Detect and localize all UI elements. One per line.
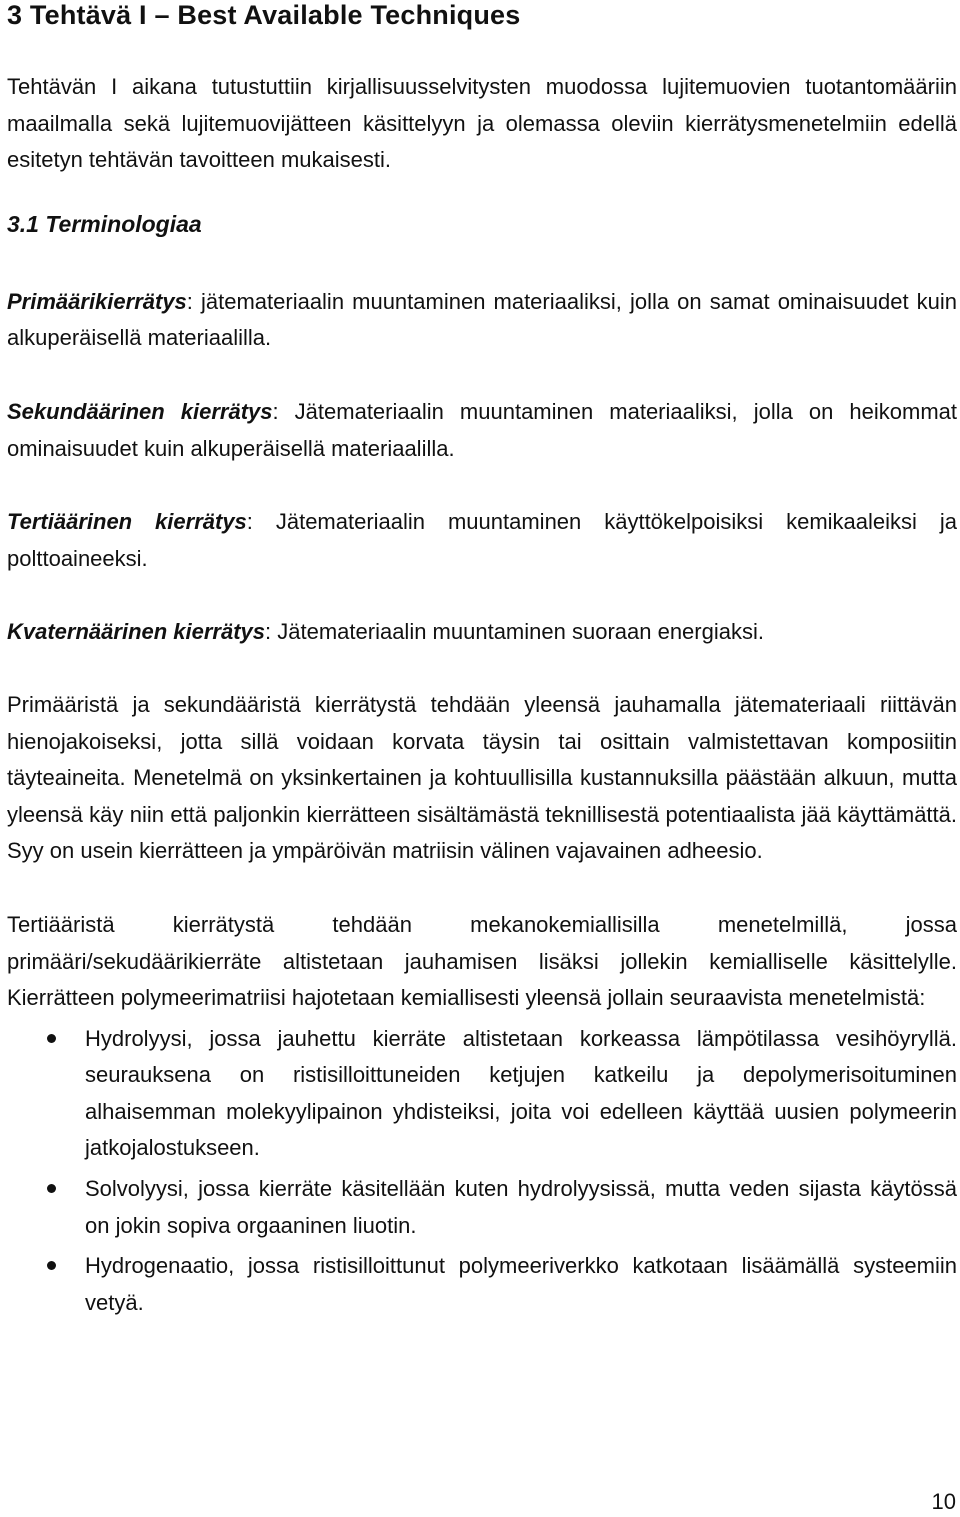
list-item-text: Hydrolyysi, jossa jauhettu kierräte altistetaan korkeassa lämpötilassa vesihöyryllä. seurauksena on ristisilloittuneiden ketjujen katkeilu ja depolymerisoituminen alhaisemman molekyylipainon yhdisteiksi, joita voi edelleen käyttää uusien polymeerin jatkojalostukseen. xyxy=(85,1025,957,1161)
subsection-heading: 3.1 Terminologiaa xyxy=(7,210,202,237)
body-paragraph-1: Primääristä ja sekundääristä kierrätystä tehdään yleensä jauhamalla jätemateriaali riittävän hienojakoiseksi, jotta sillä voidaan korvata täysin tai osittain valmistettavan komposiitin täyteaineita. Menetelmä on yksinkertainen ja kohtuullisilla kustannuksilla päästään alkuun, mutta yleensä käy niin että paljonkin kierrätteen sisältämästä teknillisestä potentiaalista jää käyttämättä. Syy on usein kierrätteen ja ympäröivän matriisin välinen vajavainen adheesio. xyxy=(7,691,957,864)
bullet-icon xyxy=(47,1034,56,1043)
document-page xyxy=(7,0,957,1321)
list-item xyxy=(7,1021,957,1167)
bullet-icon xyxy=(47,1184,56,1193)
definition-secondary xyxy=(7,394,957,467)
list-item-text: Hydrogenaatio, jossa ristisilloittunut polymeeriverkko katkotaan lisäämällä systeemiin vetyä. xyxy=(85,1253,957,1315)
bullet-icon xyxy=(47,1261,56,1270)
intro-paragraph: Tehtävän I aikana tutustuttiin kirjallisuusselvitysten muodossa lujitemuovien tuotantomääriin maailmalla sekä lujitemuovijätteen käsittelyyn ja olemassa oleviin kierrätysmenetelmiin edellä esitetyn tehtävän tavoitteen mukaisesti. xyxy=(7,74,957,173)
definition-text: : Jätemateriaalin muuntaminen käyttökelpoisiksi kemikaaleiksi ja polttoaineeksi. xyxy=(7,509,957,571)
page-number: 10 xyxy=(931,1489,956,1514)
definition-text: : Jätemateriaalin muuntaminen materiaaliksi, jolla on heikommat ominaisuudet kuin alkuperäisellä materiaalilla. xyxy=(7,398,957,461)
definition-text: : Jätemateriaalin muuntaminen suoraan energiaksi. xyxy=(265,619,764,645)
list-item xyxy=(7,1171,957,1244)
list-item xyxy=(7,1248,957,1321)
definition-term: Primäärikierrätys xyxy=(7,288,187,314)
list-item-text: Solvolyysi, jossa kierräte käsitellään kuten hydrolyysissä, mutta veden sijasta käytössä on jokin sopiva orgaaninen liuotin. xyxy=(85,1176,957,1238)
definition-tertiary xyxy=(7,504,957,577)
definition-text: : jätemateriaalin muuntaminen materiaaliksi, jolla on samat ominaisuudet kuin alkuperäisellä materiaalilla. xyxy=(7,288,957,351)
definition-term: Sekundäärinen kierrätys xyxy=(7,398,273,424)
section-heading: 3 Tehtävä I – Best Available Techniques xyxy=(7,0,521,30)
definition-term: Tertiäärinen kierrätys xyxy=(7,509,247,535)
definition-primary xyxy=(7,284,957,357)
definition-quaternary xyxy=(7,614,957,651)
definition-term: Kvaternäärinen kierrätys xyxy=(7,619,266,645)
method-list xyxy=(7,1021,957,1322)
body-paragraph-2: Tertiääristä kierrätystä tehdään mekanokemiallisilla menetelmillä, jossa primääri/sekudäärikierräte altistetaan jauhamisen lisäksi jollekin kemialliselle käsittelylle. Kierrätteen polymeerimatriisi hajotetaan kemiallisesti yleensä jollain seuraavista menetelmistä: xyxy=(7,911,957,1011)
